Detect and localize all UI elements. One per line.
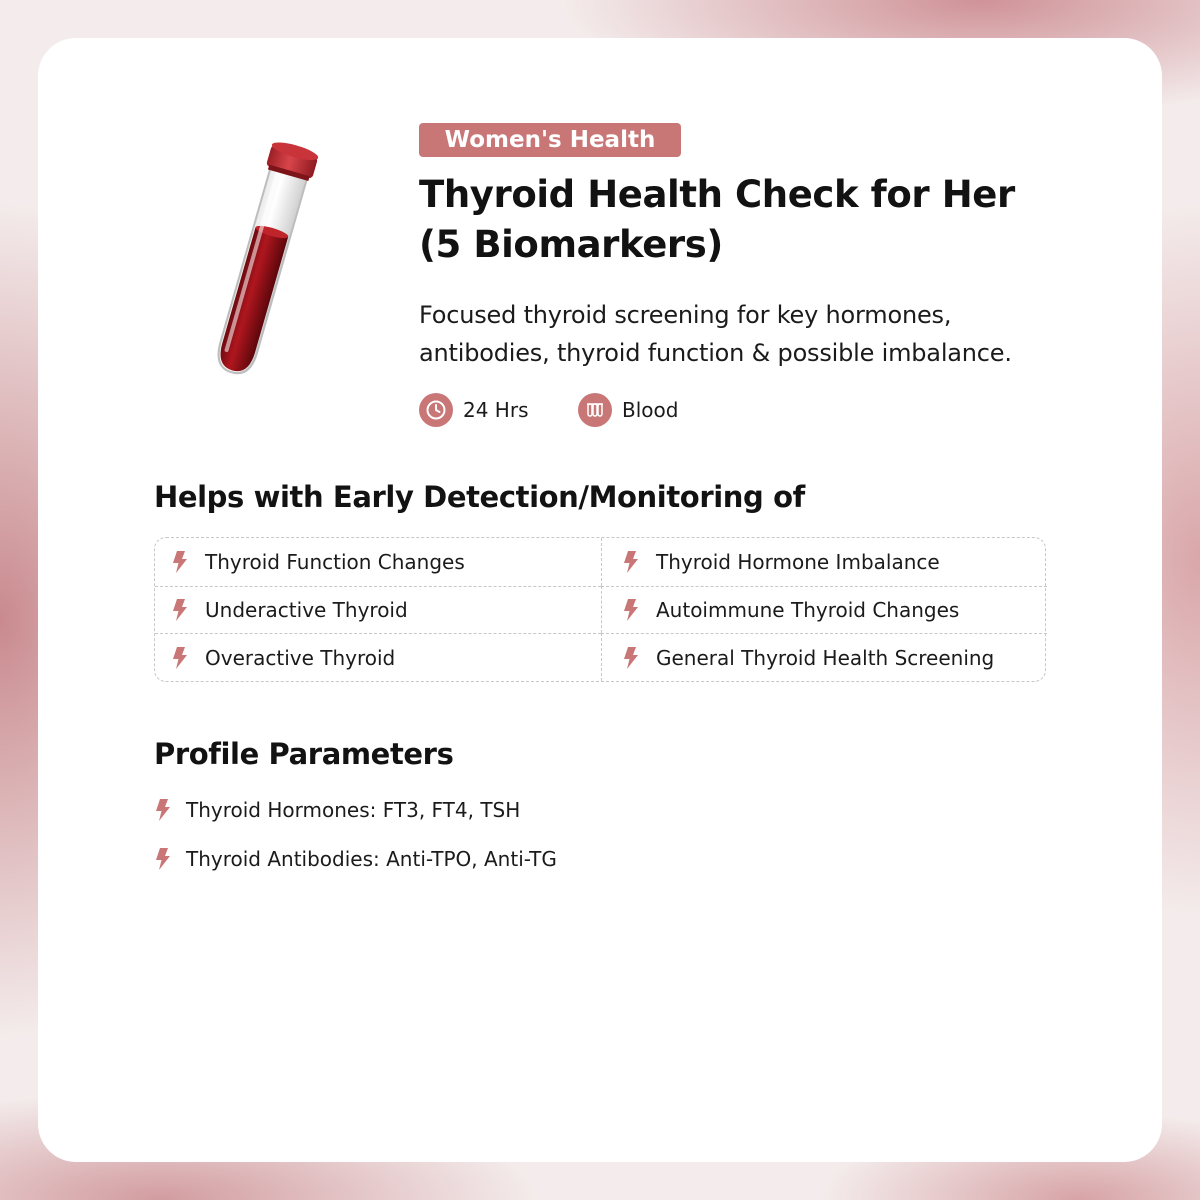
title-line-2: (5 Biomarkers) xyxy=(419,223,723,266)
lightning-bolt-icon xyxy=(622,599,640,621)
sample-label: Blood xyxy=(622,398,679,422)
detection-item: Autoimmune Thyroid Changes xyxy=(601,586,1047,634)
detection-list xyxy=(154,537,1046,682)
parameter-item: Thyroid Hormones: FT3, FT4, TSH xyxy=(154,798,520,822)
detection-item: General Thyroid Health Screening xyxy=(601,633,1047,681)
title-line-1: Thyroid Health Check for Her xyxy=(419,173,1015,216)
detection-heading: Helps with Early Detection/Monitoring of xyxy=(154,480,805,514)
parameter-item: Thyroid Antibodies: Anti-TPO, Anti-TG xyxy=(154,847,557,871)
detection-item: Thyroid Hormone Imbalance xyxy=(601,538,1047,586)
page-title xyxy=(419,170,1139,270)
lightning-bolt-icon xyxy=(154,848,172,870)
lightning-bolt-icon xyxy=(171,551,189,573)
category-badge: Women's Health xyxy=(419,123,681,157)
lightning-bolt-icon xyxy=(622,647,640,669)
test-tubes-icon xyxy=(578,393,612,427)
clock-icon xyxy=(419,393,453,427)
detection-item: Overactive Thyroid xyxy=(155,633,601,681)
description-line-1: Focused thyroid screening for key hormones, xyxy=(419,301,952,329)
lightning-bolt-icon xyxy=(171,647,189,669)
lightning-bolt-icon xyxy=(154,799,172,821)
detection-item: Thyroid Function Changes xyxy=(155,538,601,586)
description-line-2: antibodies, thyroid function & possible imbalance. xyxy=(419,339,1012,367)
lightning-bolt-icon xyxy=(171,599,189,621)
sample-info xyxy=(578,393,678,427)
detection-item: Underactive Thyroid xyxy=(155,586,601,634)
turnaround-info xyxy=(419,393,529,427)
turnaround-label: 24 Hrs xyxy=(463,398,529,422)
product-description xyxy=(419,296,1139,372)
lightning-bolt-icon xyxy=(622,551,640,573)
blood-test-tube-image xyxy=(200,125,330,387)
parameters-heading: Profile Parameters xyxy=(154,737,454,771)
